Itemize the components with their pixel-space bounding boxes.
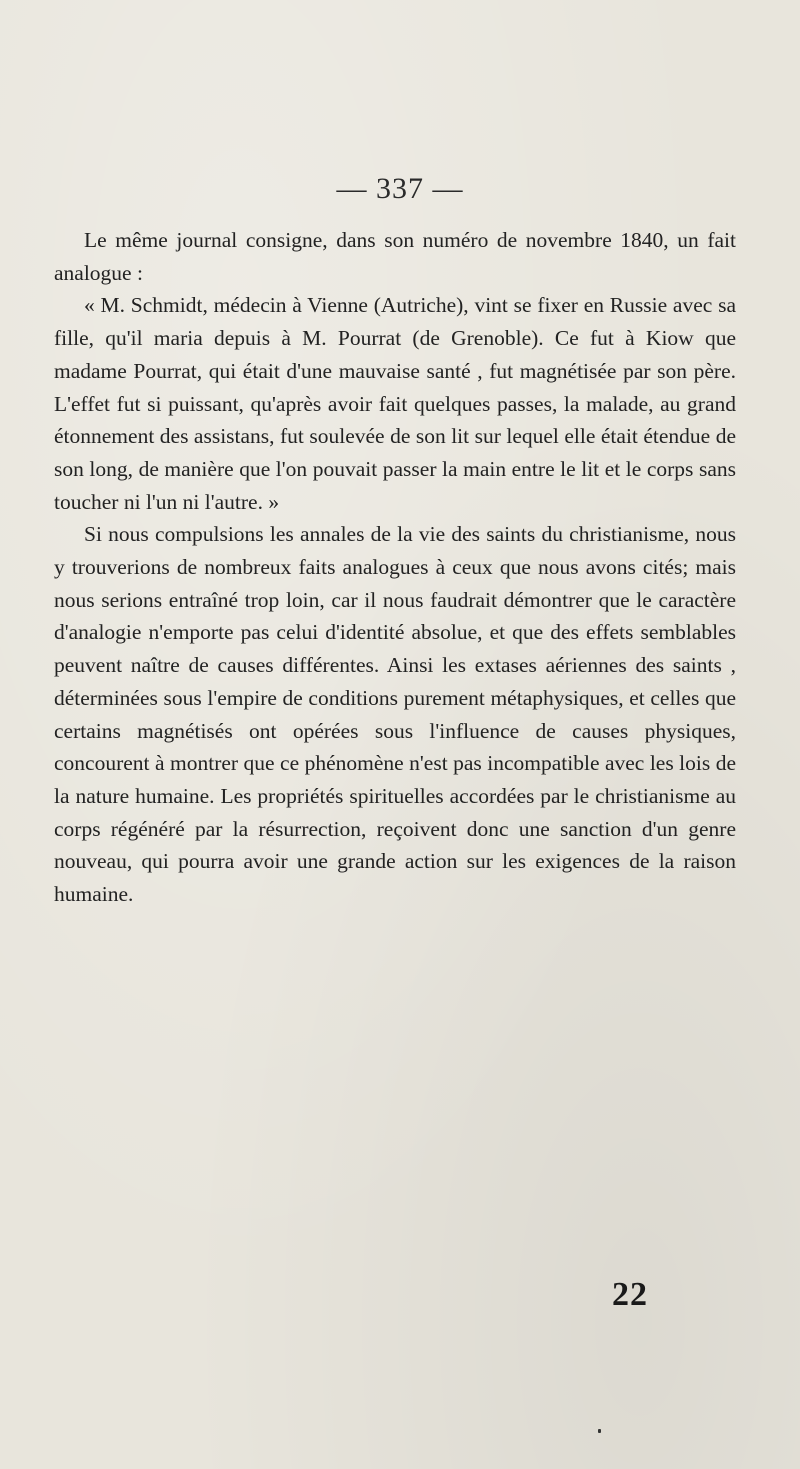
paragraph-1: Le même journal consigne, dans son numéro de novembre 1840, un fait analogue : (54, 228, 736, 285)
page-number: — 337 — (336, 172, 464, 205)
paragraph-3: Si nous compulsions les annales de la vie des saints du christianisme, nous y trouverions de nombreux faits analogues à ceux que nous avons cités; mais nous serions entraîné trop loin, car il nous faudrait démontrer que le caractère d'analogie n'emporte pas celui d'identité absolue, et que des effets semblables peuvent naître de causes différentes. Ainsi les extases aériennes des saints , déterminées sous l'empire de conditions purement métaphysiques, et celles que certains magnétisés ont opérées sous l'influence de causes physiques, concourent à montrer que ce phénomène n'est pas incompatible avec les lois de la nature humaine. Les propriétés spirituelles accordées par le christianisme au corps régénéré par la résurrection, reçoivent donc une sanction d'un genre nouveau, qui pourra avoir une grande action sur les exigences de la raison humaine. (54, 522, 736, 907)
body-text (54, 224, 736, 911)
ink-speck (598, 1429, 601, 1433)
signature-mark: 22 (612, 1276, 648, 1313)
paragraph-2: « M. Schmidt, médecin à Vienne (Autriche), vint se fixer en Russie avec sa fille, qu'il maria depuis à M. Pourrat (de Grenoble). Ce fut à Kiow que madame Pourrat, qui était d'une mauvaise santé , fut magnétisée par son père. L'effet fut si puissant, qu'après avoir fait quelques passes, la malade, au grand étonnement des assistans, fut soulevée de son lit sur lequel elle était étendue de son long, de manière que l'on pouvait passer la main entre le lit et le corps sans toucher ni l'un ni l'autre. » (54, 293, 736, 514)
